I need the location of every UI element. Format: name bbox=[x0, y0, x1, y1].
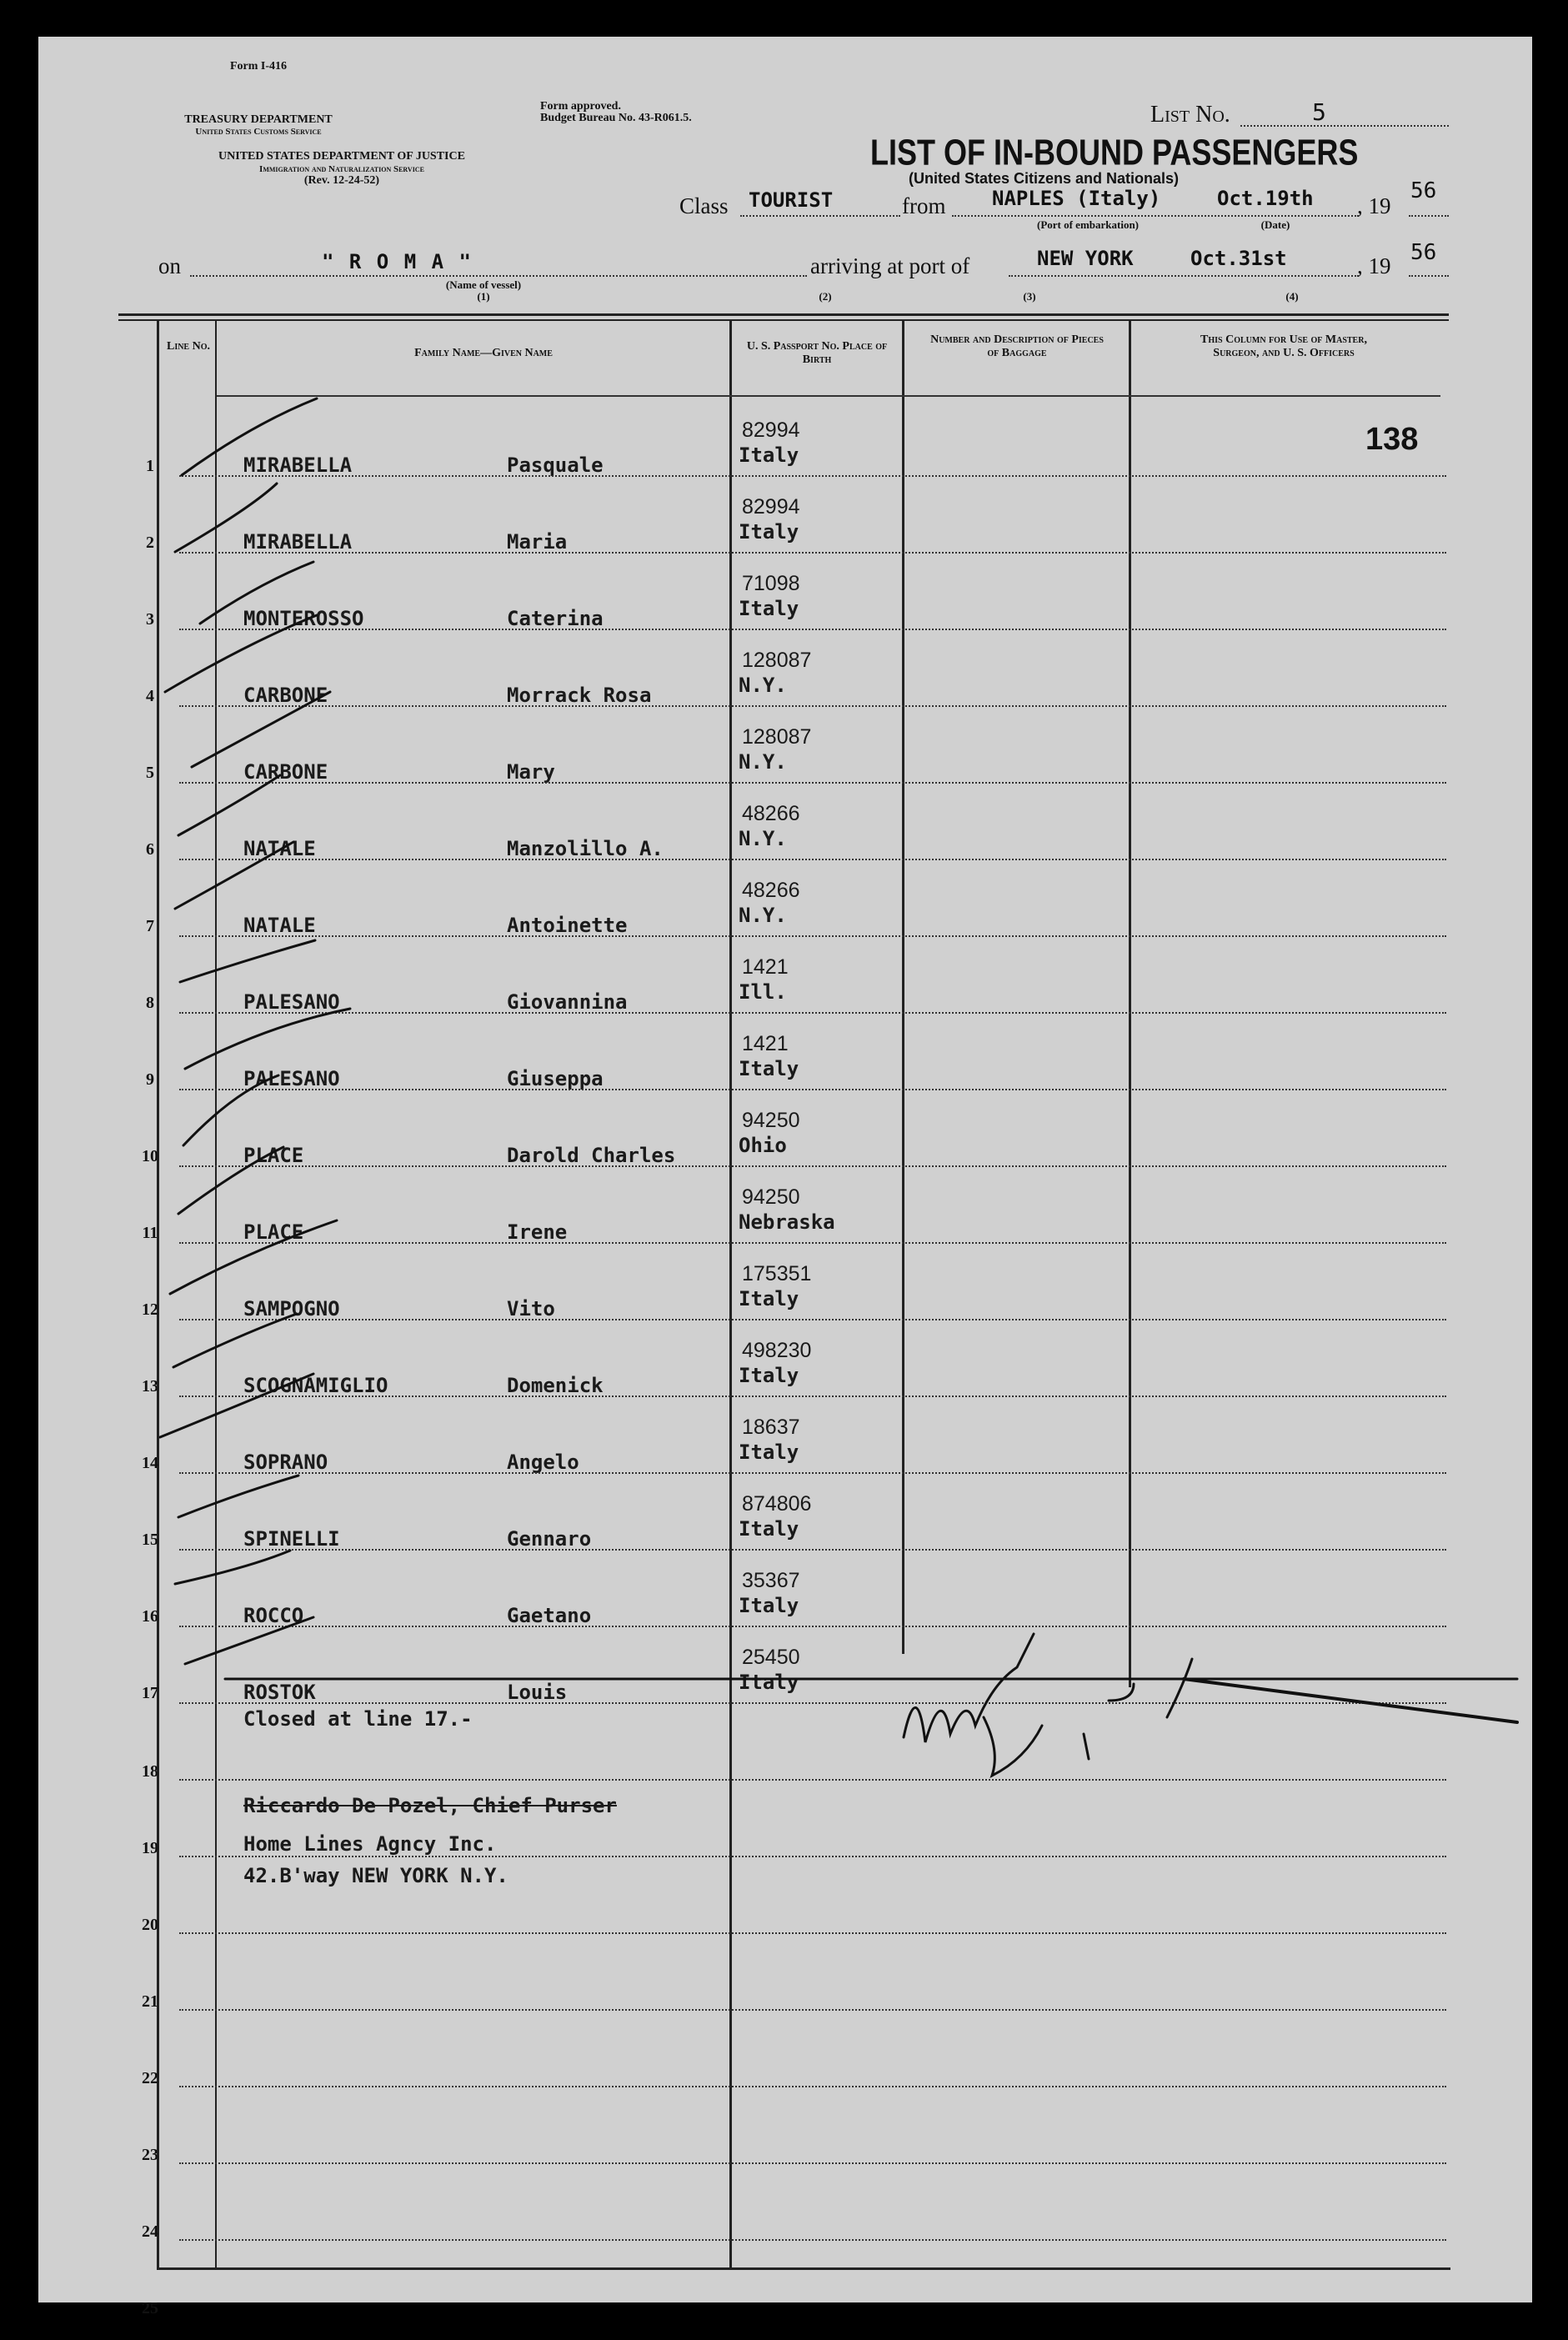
place-of-birth: N.Y. bbox=[739, 904, 787, 927]
line-number: 23 bbox=[142, 2146, 158, 2164]
given-name: Mary bbox=[507, 760, 555, 784]
passport-number: 48266 bbox=[742, 802, 800, 825]
place-of-birth: N.Y. bbox=[739, 674, 787, 697]
col-baggage: Number and Description of Pieces of Baggage bbox=[930, 333, 1104, 359]
arrival-date: Oct.31st bbox=[1190, 247, 1287, 270]
given-name: Irene bbox=[507, 1220, 568, 1244]
passport-number: 94250 bbox=[742, 1109, 800, 1132]
vessel-caption: (Name of vessel) bbox=[445, 278, 522, 291]
family-name: NATALE bbox=[243, 837, 316, 860]
line-number: 14 bbox=[142, 1454, 158, 1472]
caption-3: (3) bbox=[1023, 290, 1036, 303]
line-number: 19 bbox=[142, 1839, 158, 1857]
line-number: 18 bbox=[142, 1762, 158, 1781]
given-name: Darold Charles bbox=[507, 1144, 676, 1167]
passport-number: 35367 bbox=[742, 1569, 800, 1592]
class-value: TOURIST bbox=[749, 188, 834, 212]
given-name: Morrack Rosa bbox=[507, 684, 652, 707]
family-name: CARBONE bbox=[243, 684, 328, 707]
closed-note: Closed at line 17.- bbox=[243, 1707, 473, 1731]
place-of-birth: Italy bbox=[739, 1287, 799, 1310]
from-date: Oct.19th bbox=[1217, 187, 1314, 210]
family-name: ROCCO bbox=[243, 1604, 304, 1627]
date-caption: (Date) bbox=[1260, 218, 1290, 231]
page-title: LIST OF IN-BOUND PASSENGERS bbox=[870, 132, 1359, 173]
place-of-birth: Italy bbox=[739, 1441, 799, 1464]
purser-name: Riccardo De Pozel, Chief Purser bbox=[243, 1794, 617, 1817]
line-number: 5 bbox=[146, 764, 154, 782]
given-name: Giovannina bbox=[507, 990, 628, 1014]
given-name: Giuseppa bbox=[507, 1067, 604, 1090]
given-name: Vito bbox=[507, 1297, 555, 1320]
passport-number: 82994 bbox=[742, 418, 800, 442]
list-no-label: List No. bbox=[1150, 102, 1230, 128]
place-of-birth: Italy bbox=[739, 597, 799, 620]
line-number: 4 bbox=[146, 687, 154, 705]
justice-dept: UNITED STATES DEPARTMENT OF JUSTICE bbox=[218, 150, 465, 163]
place-of-birth: Italy bbox=[739, 443, 799, 467]
revision: (Rev. 12-24-52) bbox=[303, 174, 380, 187]
given-name: Caterina bbox=[507, 607, 604, 630]
line-number: 2 bbox=[146, 534, 154, 552]
family-name: SCOGNAMIGLIO bbox=[243, 1374, 388, 1397]
line-number: 9 bbox=[146, 1070, 154, 1089]
line-number: 20 bbox=[142, 1916, 158, 1934]
line-number: 21 bbox=[142, 1992, 158, 2011]
passport-number: 128087 bbox=[742, 649, 812, 672]
family-name: PALESANO bbox=[243, 990, 340, 1014]
class-label: Class bbox=[679, 193, 729, 218]
vessel-name: " R O M A " bbox=[322, 250, 473, 273]
place-of-birth: Italy bbox=[739, 1671, 799, 1694]
place-of-birth: Ohio bbox=[739, 1134, 787, 1157]
place-of-birth: Italy bbox=[739, 1594, 799, 1617]
family-name: SOPRANO bbox=[243, 1451, 328, 1474]
given-name: Antoinette bbox=[507, 914, 628, 937]
line-number: 1 bbox=[146, 457, 154, 475]
line-number: 10 bbox=[142, 1147, 158, 1165]
agency-address: 42.B'way NEW YORK N.Y. bbox=[243, 1864, 508, 1887]
page-subtitle: (United States Citizens and Nationals) bbox=[909, 170, 1180, 187]
passport-number: 498230 bbox=[742, 1339, 812, 1362]
place-of-birth: N.Y. bbox=[739, 750, 787, 774]
col-name: Family Name—Given Name bbox=[414, 347, 553, 359]
given-name: Manzolillo A. bbox=[507, 837, 664, 860]
line-number: 22 bbox=[142, 2069, 158, 2087]
col-officers: This Column for Use of Master, Surgeon, and U. S. Officers bbox=[1200, 333, 1367, 359]
family-name: SPINELLI bbox=[243, 1527, 340, 1551]
given-name: Domenick bbox=[507, 1374, 604, 1397]
passport-number: 25450 bbox=[742, 1646, 800, 1669]
line-number: 15 bbox=[142, 1531, 158, 1549]
family-name: CARBONE bbox=[243, 760, 328, 784]
treasury-dept: TREASURY DEPARTMENT bbox=[184, 113, 333, 126]
officer-number: 138 bbox=[1365, 422, 1419, 457]
family-name: MONTEROSSO bbox=[243, 607, 364, 630]
passport-number: 175351 bbox=[742, 1262, 812, 1285]
form-approved: Form approved. bbox=[540, 100, 621, 113]
line-number: 8 bbox=[146, 994, 154, 1012]
line-number: 13 bbox=[142, 1377, 158, 1395]
col-passport: U. S. Passport No. Place of Birth bbox=[746, 340, 888, 366]
line-number: 11 bbox=[142, 1224, 158, 1242]
passport-number: 48266 bbox=[742, 879, 800, 902]
line-number: 12 bbox=[142, 1300, 158, 1319]
given-name: Angelo bbox=[507, 1451, 579, 1474]
family-name: MIRABELLA bbox=[243, 530, 353, 554]
immigration-service: Immigration and Naturalization Service bbox=[259, 164, 424, 174]
arrival-port: NEW YORK bbox=[1037, 247, 1134, 270]
place-of-birth: Italy bbox=[739, 1517, 799, 1541]
family-name: ROSTOK bbox=[243, 1681, 316, 1704]
family-name: PLACE bbox=[243, 1220, 304, 1244]
line-number: 16 bbox=[142, 1607, 158, 1626]
place-of-birth: Nebraska bbox=[739, 1210, 835, 1234]
passport-number: 71098 bbox=[742, 572, 800, 595]
line-number: 17 bbox=[142, 1684, 158, 1702]
year-prefix-1: , 19 bbox=[1357, 193, 1391, 218]
arriving-label: arriving at port of bbox=[810, 253, 970, 278]
given-name: Gaetano bbox=[507, 1604, 592, 1627]
from-label: from bbox=[902, 193, 946, 218]
given-name: Pasquale bbox=[507, 453, 604, 477]
passport-number: 1421 bbox=[742, 955, 789, 979]
place-of-birth: Italy bbox=[739, 520, 799, 544]
given-name: Maria bbox=[507, 530, 568, 554]
place-of-birth: Italy bbox=[739, 1364, 799, 1387]
year-prefix-2: , 19 bbox=[1357, 253, 1391, 278]
budget-bureau: Budget Bureau No. 43-R061.5. bbox=[540, 112, 692, 124]
family-name: NATALE bbox=[243, 914, 316, 937]
place-of-birth: Ill. bbox=[739, 980, 787, 1004]
form-number: Form I-416 bbox=[229, 60, 288, 73]
list-no-value: 5 bbox=[1312, 98, 1326, 126]
passport-number: 874806 bbox=[742, 1492, 812, 1516]
family-name: SAMPOGNO bbox=[243, 1297, 340, 1320]
given-name: Louis bbox=[507, 1681, 568, 1704]
from-port: NAPLES (Italy) bbox=[992, 187, 1161, 210]
on-label: on bbox=[158, 253, 181, 278]
port-caption: (Port of embarkation) bbox=[1036, 218, 1140, 231]
given-name: Gennaro bbox=[507, 1527, 592, 1551]
family-name: PALESANO bbox=[243, 1067, 340, 1090]
passport-number: 1421 bbox=[742, 1032, 789, 1055]
line-number: 24 bbox=[142, 2222, 158, 2241]
caption-4: (4) bbox=[1285, 290, 1299, 303]
family-name: MIRABELLA bbox=[243, 453, 353, 477]
year-arrival: 56 bbox=[1410, 240, 1437, 265]
line-number: 7 bbox=[146, 917, 154, 935]
family-name: PLACE bbox=[243, 1144, 304, 1167]
col-line-no: Line No. bbox=[166, 340, 210, 353]
passport-number: 18637 bbox=[742, 1416, 800, 1439]
customs-service: United States Customs Service bbox=[195, 127, 322, 137]
place-of-birth: N.Y. bbox=[739, 827, 787, 850]
place-of-birth: Italy bbox=[739, 1057, 799, 1080]
passport-number: 128087 bbox=[742, 725, 812, 749]
line-number: 25 bbox=[142, 2299, 158, 2317]
passport-number: 82994 bbox=[742, 495, 800, 519]
agency-name: Home Lines Agncy Inc. bbox=[243, 1832, 497, 1856]
year-from: 56 bbox=[1410, 178, 1437, 203]
caption-1: (1) bbox=[477, 290, 490, 303]
caption-2: (2) bbox=[819, 290, 832, 303]
line-number: 3 bbox=[146, 610, 154, 629]
line-number: 6 bbox=[146, 840, 154, 859]
passport-number: 94250 bbox=[742, 1185, 800, 1209]
